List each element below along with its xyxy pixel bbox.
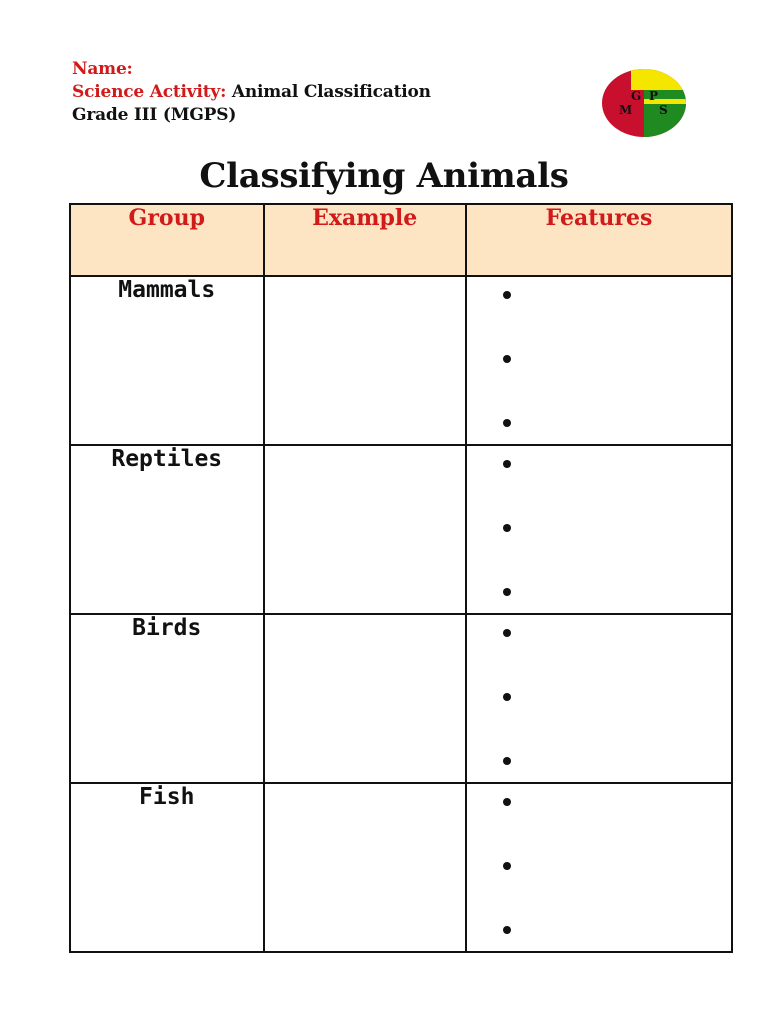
table-header-row xyxy=(70,204,732,276)
classification-table xyxy=(69,203,733,953)
logo-letter-p: P xyxy=(649,89,659,103)
bullet-point xyxy=(503,460,511,468)
bullet-point xyxy=(503,798,511,806)
name-label: Name: xyxy=(72,59,133,79)
table-row-fish xyxy=(70,783,732,952)
bullet-point xyxy=(503,291,511,299)
table-row-birds xyxy=(70,614,732,783)
group-cell: Mammals xyxy=(70,276,264,445)
bullet-point xyxy=(503,524,511,532)
logo-letter-g: G xyxy=(631,89,642,103)
bullet-point xyxy=(503,355,511,363)
activity-value: Animal Classification xyxy=(231,82,431,102)
school-logo xyxy=(601,68,687,138)
bullet-point xyxy=(503,757,511,765)
activity-label: Science Activity: xyxy=(72,82,227,102)
column-header-features: Features xyxy=(466,204,732,276)
logo-letter-m: M xyxy=(619,103,633,117)
bullet-point xyxy=(503,926,511,934)
bullet-point xyxy=(503,629,511,637)
group-cell: Reptiles xyxy=(70,445,264,614)
features-cell[interactable] xyxy=(466,614,732,783)
bullet-point xyxy=(503,588,511,596)
column-header-example: Example xyxy=(264,204,466,276)
table-row-reptiles xyxy=(70,445,732,614)
example-cell[interactable] xyxy=(264,614,466,783)
bullet-point xyxy=(503,862,511,870)
features-cell[interactable] xyxy=(466,276,732,445)
column-header-group: Group xyxy=(70,204,264,276)
group-cell: Fish xyxy=(70,783,264,952)
example-cell[interactable] xyxy=(264,276,466,445)
group-cell: Birds xyxy=(70,614,264,783)
bullet-point xyxy=(503,419,511,427)
logo-letter-s: S xyxy=(659,103,668,117)
activity-line xyxy=(72,81,431,104)
table-row-mammals xyxy=(70,276,732,445)
example-cell[interactable] xyxy=(264,445,466,614)
features-cell[interactable] xyxy=(466,445,732,614)
example-cell[interactable] xyxy=(264,783,466,952)
worksheet-header xyxy=(72,58,431,127)
grade-line: Grade III (MGPS) xyxy=(72,105,237,125)
page-title: Classifying Animals xyxy=(199,156,569,196)
bullet-point xyxy=(503,693,511,701)
features-cell[interactable] xyxy=(466,783,732,952)
